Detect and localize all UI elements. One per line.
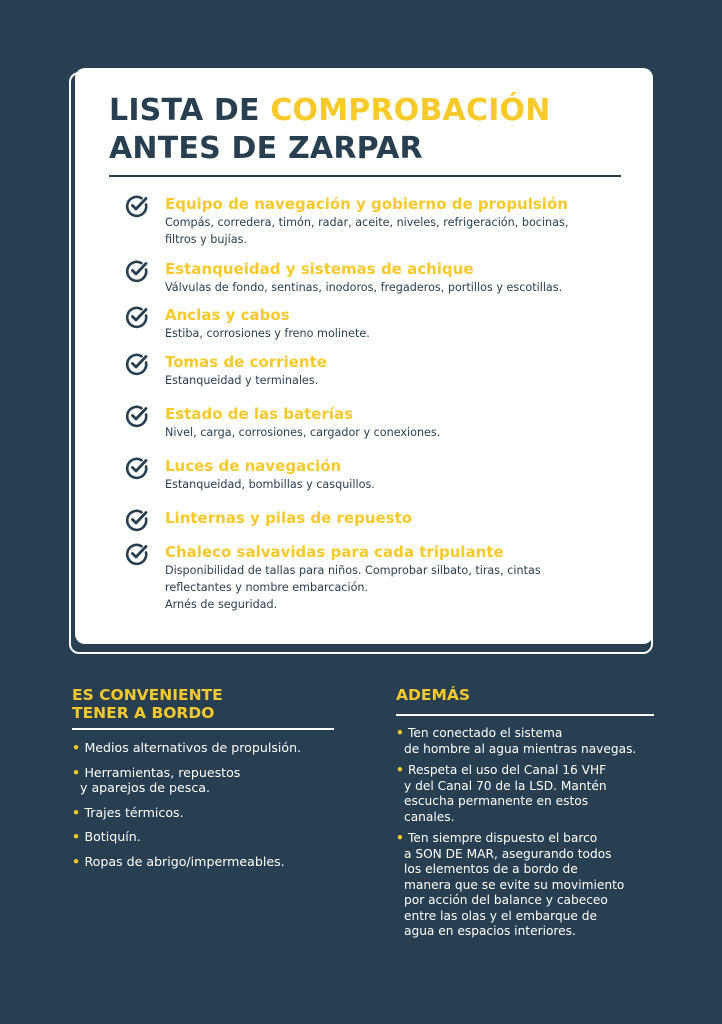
section-divider [396,714,654,716]
bullet-item [72,740,334,756]
checklist-item-desc: Válvulas de fondo, sentinas, inodoros, fregaderos, portillos y escotillas. [165,281,563,294]
check-circle-icon [125,508,149,532]
additional-tips-section [396,686,654,946]
checklist-item-title: Tomas de corriente [165,353,327,371]
check-circle-icon [125,305,149,329]
check-circle-icon [125,194,149,218]
checklist-item-title: Linternas y pilas de repuesto [165,509,413,527]
title-divider [109,175,621,177]
section-title [72,686,334,722]
check-circle-icon [125,259,149,283]
bullet-text: Botiquín. [84,829,141,844]
bullet-item [72,765,334,796]
checklist-item-title: Chaleco salvavidas para cada tripulante [165,543,504,561]
check-circle-icon [125,404,149,428]
bullet-item [396,831,654,940]
section-title: ADEMÁS [396,686,471,704]
section-title-line1: ES CONVENIENTE [72,686,223,704]
bullet-icon: • [72,804,85,820]
bullet-item [72,805,334,821]
bullet-text: Herramientas, repuestos y aparejos de pesca. [80,764,241,795]
check-circle-icon [125,352,149,376]
checklist-item-title: Estado de las baterías [165,405,354,423]
bullet-icon: • [72,764,85,780]
checklist-item-title: Equipo de navegación y gobierno de propulsión [165,195,568,213]
bullet-item [396,726,654,757]
recommended-onboard-section [72,686,334,878]
bullet-item [72,829,334,845]
bullet-text: Ten conectado el sistema de hombre al agua mientras navegas. [404,726,637,756]
bullet-icon: • [72,740,85,755]
check-circle-icon [125,456,149,480]
checklist-item-desc: Disponibilidad de tallas para niños. Comprobar silbato, tiras, cintas reflectantes y nombre embarcación. Arnés de seguridad. [165,564,541,611]
checklist-item-desc: Estanqueidad y terminales. [165,374,319,387]
title-accent: COMPROBACIÓN [270,93,551,128]
bullet-text: Trajes térmicos. [84,804,184,820]
page-title [109,92,551,168]
bullet-item [396,763,654,825]
bullet-icon: • [396,763,409,777]
checklist-item-title: Luces de navegación [165,457,342,475]
bullet-text: Ten siempre dispuesto el barco a SON DE MAR, asegurando todos los elementos de a bordo de manera que se evite su movimiento por acción del balance y cabeceo entre las olas y el embarque de agua en espacios interiores. [404,831,625,938]
bullet-text: Medios alternativos de propulsión. [84,740,302,755]
title-line2: ANTES DE ZARPAR [109,131,423,166]
bullet-icon: • [396,726,409,740]
checklist-card [75,68,653,644]
checklist-item-desc: Estanqueidad, bombillas y casquillos. [165,478,375,491]
check-circle-icon [125,542,149,566]
bullet-text: Respeta el uso del Canal 16 VHF y del Canal 70 de la LSD. Mantén escucha permanente en estos canales. [404,763,607,824]
checklist-item-title: Estanqueidad y sistemas de achique [165,260,474,278]
checklist-item-desc: Estiba, corrosiones y freno molinete. [165,327,370,340]
bullet-icon: • [72,853,85,869]
bullet-text: Ropas de abrigo/impermeables. [84,853,285,869]
checklist-item-desc: Nivel, carga, corrosiones, cargador y conexiones. [165,426,441,439]
section-divider [72,728,334,730]
checklist-item-title: Anclas y cabos [165,306,290,324]
title-part1: LISTA DE [109,93,271,128]
bullet-icon: • [396,831,409,845]
bullet-icon: • [72,829,85,844]
bullet-item [72,854,334,870]
section-title-line2: TENER A BORDO [72,704,215,722]
checklist-item-desc: Compás, corredera, timón, radar, aceite, niveles, refrigeración, bocinas, filtros y bujías. [165,216,569,246]
